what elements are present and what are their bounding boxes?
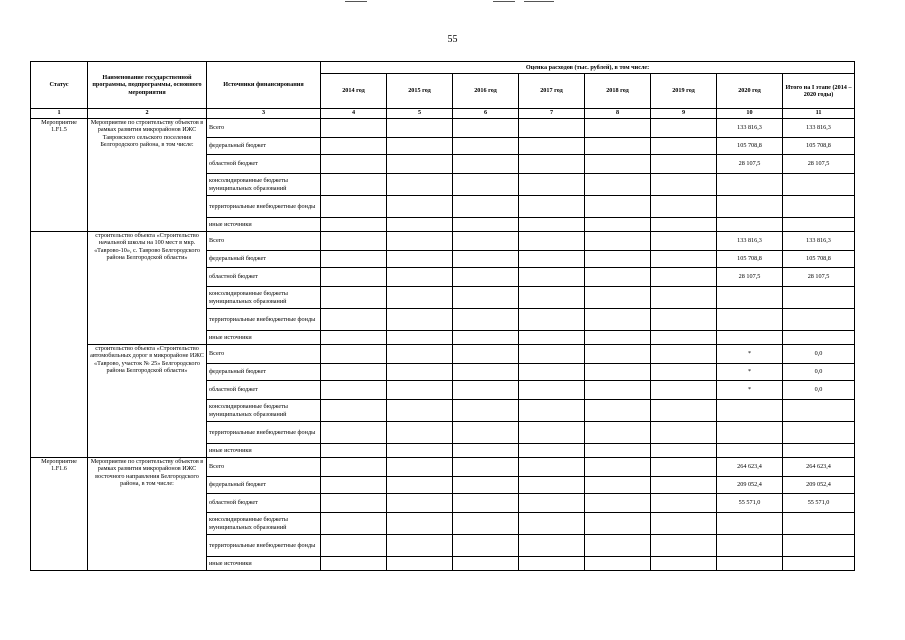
year-value-cell xyxy=(453,232,519,251)
header-year: 2017 год xyxy=(519,74,585,109)
year-value-cell xyxy=(453,494,519,513)
source-cell: Всего xyxy=(207,345,321,364)
name-cell: строительство объекта «Строительство начальной школы на 100 мест в мкр. «Таврово-10», с. Таврово Белгородского района Белгородской области» xyxy=(88,232,207,345)
year-value-cell xyxy=(387,331,453,345)
source-cell: территориальные внебюджетные фонды xyxy=(207,309,321,331)
year-value-cell xyxy=(519,364,585,381)
source-cell: областной бюджет xyxy=(207,268,321,287)
header-year: 2015 год xyxy=(387,74,453,109)
column-number: 9 xyxy=(651,109,717,119)
column-number: 10 xyxy=(717,109,783,119)
year-value-cell xyxy=(519,513,585,535)
total-cell: 105 708,8 xyxy=(783,251,855,268)
year-value-cell xyxy=(387,477,453,494)
year-value-cell xyxy=(585,331,651,345)
source-cell: территориальные внебюджетные фонды xyxy=(207,535,321,557)
year-value-cell xyxy=(585,138,651,155)
source-cell: территориальные внебюджетные фонды xyxy=(207,196,321,218)
year-value-cell xyxy=(585,345,651,364)
source-cell: территориальные внебюджетные фонды xyxy=(207,422,321,444)
value-2020-cell xyxy=(717,557,783,571)
year-value-cell xyxy=(387,287,453,309)
year-value-cell xyxy=(453,138,519,155)
status-cell xyxy=(31,345,88,458)
value-2020-cell xyxy=(717,422,783,444)
year-value-cell xyxy=(453,287,519,309)
source-cell: федеральный бюджет xyxy=(207,138,321,155)
source-cell: консолидированные бюджеты муниципальных образований xyxy=(207,400,321,422)
year-value-cell xyxy=(321,232,387,251)
year-value-cell xyxy=(519,309,585,331)
year-value-cell xyxy=(585,268,651,287)
value-2020-cell: 133 816,3 xyxy=(717,119,783,138)
year-value-cell xyxy=(519,477,585,494)
header-year: 2018 год xyxy=(585,74,651,109)
total-cell: 105 708,8 xyxy=(783,138,855,155)
column-number: 11 xyxy=(783,109,855,119)
source-cell: федеральный бюджет xyxy=(207,477,321,494)
year-value-cell xyxy=(585,535,651,557)
year-value-cell xyxy=(387,535,453,557)
year-value-cell xyxy=(321,535,387,557)
source-cell: Всего xyxy=(207,232,321,251)
year-value-cell xyxy=(519,251,585,268)
source-cell: иные источники xyxy=(207,218,321,232)
header-row xyxy=(31,62,855,74)
year-value-cell xyxy=(585,422,651,444)
year-value-cell xyxy=(453,364,519,381)
year-value-cell xyxy=(321,494,387,513)
year-value-cell xyxy=(651,251,717,268)
year-value-cell xyxy=(321,119,387,138)
year-value-cell xyxy=(585,155,651,174)
year-value-cell xyxy=(651,309,717,331)
year-value-cell xyxy=(651,557,717,571)
year-value-cell xyxy=(519,287,585,309)
year-value-cell xyxy=(585,381,651,400)
year-value-cell xyxy=(651,458,717,477)
page-number: 55 xyxy=(447,34,458,45)
year-value-cell xyxy=(321,422,387,444)
year-value-cell xyxy=(453,557,519,571)
year-value-cell xyxy=(585,196,651,218)
year-value-cell xyxy=(585,400,651,422)
year-value-cell xyxy=(519,400,585,422)
year-value-cell xyxy=(453,309,519,331)
year-value-cell xyxy=(387,345,453,364)
source-cell: областной бюджет xyxy=(207,381,321,400)
table-row xyxy=(31,119,855,138)
year-value-cell xyxy=(453,513,519,535)
scan-top-marks xyxy=(0,0,905,4)
year-value-cell xyxy=(387,119,453,138)
year-value-cell xyxy=(387,155,453,174)
year-value-cell xyxy=(453,119,519,138)
table-row xyxy=(31,232,855,251)
year-value-cell xyxy=(453,458,519,477)
year-value-cell xyxy=(321,251,387,268)
value-2020-cell xyxy=(717,400,783,422)
year-value-cell xyxy=(519,494,585,513)
year-value-cell xyxy=(453,218,519,232)
name-cell: строительство объекта «Строительство автомобильных дорог в микрорайоне ИЖС «Таврово, участок № 25» Белгородского района Белгородской области» xyxy=(88,345,207,458)
year-value-cell xyxy=(453,196,519,218)
column-number: 3 xyxy=(207,109,321,119)
year-value-cell xyxy=(387,196,453,218)
source-cell: областной бюджет xyxy=(207,494,321,513)
year-value-cell xyxy=(321,345,387,364)
year-value-cell xyxy=(519,422,585,444)
total-cell xyxy=(783,513,855,535)
source-cell: федеральный бюджет xyxy=(207,364,321,381)
value-2020-cell xyxy=(717,309,783,331)
year-value-cell xyxy=(387,251,453,268)
year-value-cell xyxy=(651,422,717,444)
column-number: 1 xyxy=(31,109,88,119)
column-number: 2 xyxy=(88,109,207,119)
total-cell: 264 623,4 xyxy=(783,458,855,477)
year-value-cell xyxy=(585,557,651,571)
total-cell xyxy=(783,535,855,557)
year-value-cell xyxy=(651,494,717,513)
year-value-cell xyxy=(453,477,519,494)
year-value-cell xyxy=(519,458,585,477)
value-2020-cell xyxy=(717,218,783,232)
year-value-cell xyxy=(585,494,651,513)
year-value-cell xyxy=(321,287,387,309)
header-year: 2016 год xyxy=(453,74,519,109)
total-cell xyxy=(783,287,855,309)
year-value-cell xyxy=(519,218,585,232)
year-value-cell xyxy=(651,138,717,155)
table-row xyxy=(31,458,855,477)
source-cell: консолидированные бюджеты муниципальных образований xyxy=(207,174,321,196)
value-2020-cell: 28 107,5 xyxy=(717,155,783,174)
year-value-cell xyxy=(519,138,585,155)
year-value-cell xyxy=(585,477,651,494)
year-value-cell xyxy=(387,232,453,251)
status-cell xyxy=(31,232,88,345)
value-2020-cell xyxy=(717,513,783,535)
column-number: 4 xyxy=(321,109,387,119)
year-value-cell xyxy=(321,513,387,535)
column-number: 7 xyxy=(519,109,585,119)
total-cell xyxy=(783,557,855,571)
year-value-cell xyxy=(387,364,453,381)
year-value-cell xyxy=(651,196,717,218)
total-cell: 28 107,5 xyxy=(783,268,855,287)
year-value-cell xyxy=(453,268,519,287)
year-value-cell xyxy=(321,331,387,345)
year-value-cell xyxy=(585,513,651,535)
total-cell: 133 816,3 xyxy=(783,119,855,138)
year-value-cell xyxy=(651,174,717,196)
year-value-cell xyxy=(453,381,519,400)
source-cell: консолидированные бюджеты муниципальных образований xyxy=(207,513,321,535)
year-value-cell xyxy=(651,345,717,364)
header-year: 2019 год xyxy=(651,74,717,109)
year-value-cell xyxy=(387,513,453,535)
year-value-cell xyxy=(387,458,453,477)
year-value-cell xyxy=(321,458,387,477)
year-value-cell xyxy=(321,381,387,400)
year-value-cell xyxy=(519,345,585,364)
name-cell: Мероприятие по строительству объектов в рамках развития микрорайонов ИЖС Тавровского сельского поселения Белгородского района, в том числе: xyxy=(88,119,207,232)
year-value-cell xyxy=(651,381,717,400)
header-year: 2014 год xyxy=(321,74,387,109)
year-value-cell xyxy=(651,287,717,309)
total-cell: 0,0 xyxy=(783,345,855,364)
year-value-cell xyxy=(519,381,585,400)
source-cell: Всего xyxy=(207,119,321,138)
budget-table xyxy=(30,61,855,571)
year-value-cell xyxy=(519,268,585,287)
value-2020-cell: 264 623,4 xyxy=(717,458,783,477)
year-value-cell xyxy=(651,444,717,458)
value-2020-cell xyxy=(717,287,783,309)
year-value-cell xyxy=(387,218,453,232)
status-cell: Мероприятие 1.F1.6 xyxy=(31,458,88,571)
value-2020-cell: 55 571,0 xyxy=(717,494,783,513)
year-value-cell xyxy=(321,557,387,571)
value-2020-cell xyxy=(717,196,783,218)
header-name: Наименование государственной программы, подпрограммы, основного мероприятия xyxy=(88,62,207,109)
header-status: Статус xyxy=(31,62,88,109)
source-cell: иные источники xyxy=(207,331,321,345)
total-cell xyxy=(783,444,855,458)
value-2020-cell xyxy=(717,444,783,458)
year-value-cell xyxy=(585,309,651,331)
header-estimate: Оценка расходов (тыс. рублей), в том числе: xyxy=(321,62,855,74)
source-cell: консолидированные бюджеты муниципальных образований xyxy=(207,287,321,309)
header-sources: Источники финансирования xyxy=(207,62,321,109)
year-value-cell xyxy=(387,381,453,400)
value-2020-cell xyxy=(717,535,783,557)
value-2020-cell: 105 708,8 xyxy=(717,138,783,155)
year-value-cell xyxy=(321,138,387,155)
year-value-cell xyxy=(585,218,651,232)
total-cell xyxy=(783,174,855,196)
year-value-cell xyxy=(321,268,387,287)
year-value-cell xyxy=(585,232,651,251)
year-value-cell xyxy=(453,174,519,196)
year-value-cell xyxy=(387,422,453,444)
column-number: 6 xyxy=(453,109,519,119)
total-cell xyxy=(783,309,855,331)
source-cell: областной бюджет xyxy=(207,155,321,174)
year-value-cell xyxy=(519,174,585,196)
source-cell: федеральный бюджет xyxy=(207,251,321,268)
source-cell: Всего xyxy=(207,458,321,477)
year-value-cell xyxy=(321,400,387,422)
year-value-cell xyxy=(651,400,717,422)
value-2020-cell: * xyxy=(717,345,783,364)
year-value-cell xyxy=(519,155,585,174)
total-cell: 0,0 xyxy=(783,364,855,381)
year-value-cell xyxy=(453,400,519,422)
total-cell xyxy=(783,218,855,232)
year-value-cell xyxy=(651,155,717,174)
year-value-cell xyxy=(651,218,717,232)
value-2020-cell: 105 708,8 xyxy=(717,251,783,268)
year-value-cell xyxy=(519,557,585,571)
year-value-cell xyxy=(321,309,387,331)
year-value-cell xyxy=(387,494,453,513)
value-2020-cell: 209 052,4 xyxy=(717,477,783,494)
year-value-cell xyxy=(651,331,717,345)
year-value-cell xyxy=(651,119,717,138)
year-value-cell xyxy=(321,174,387,196)
header-total: Итого на I этапе (2014 – 2020 годы) xyxy=(783,74,855,109)
year-value-cell xyxy=(453,345,519,364)
year-value-cell xyxy=(585,444,651,458)
year-value-cell xyxy=(321,218,387,232)
header-year: 2020 год xyxy=(717,74,783,109)
year-value-cell xyxy=(651,268,717,287)
value-2020-cell: 133 816,3 xyxy=(717,232,783,251)
year-value-cell xyxy=(387,557,453,571)
year-value-cell xyxy=(453,444,519,458)
year-value-cell xyxy=(651,513,717,535)
table-row xyxy=(31,345,855,364)
status-cell: Мероприятие 1.F1.5 xyxy=(31,119,88,232)
year-value-cell xyxy=(453,422,519,444)
column-number: 5 xyxy=(387,109,453,119)
year-value-cell xyxy=(585,174,651,196)
year-value-cell xyxy=(519,331,585,345)
year-value-cell xyxy=(387,400,453,422)
year-value-cell xyxy=(321,364,387,381)
year-value-cell xyxy=(651,364,717,381)
total-cell: 209 052,4 xyxy=(783,477,855,494)
year-value-cell xyxy=(387,309,453,331)
value-2020-cell xyxy=(717,174,783,196)
value-2020-cell: * xyxy=(717,381,783,400)
total-cell xyxy=(783,331,855,345)
total-cell: 55 571,0 xyxy=(783,494,855,513)
value-2020-cell: 28 107,5 xyxy=(717,268,783,287)
year-value-cell xyxy=(519,119,585,138)
year-value-cell xyxy=(453,251,519,268)
source-cell: иные источники xyxy=(207,557,321,571)
total-cell: 133 816,3 xyxy=(783,232,855,251)
year-value-cell xyxy=(387,174,453,196)
column-number-row xyxy=(31,109,855,119)
year-value-cell xyxy=(387,138,453,155)
total-cell xyxy=(783,400,855,422)
column-number: 8 xyxy=(585,109,651,119)
value-2020-cell xyxy=(717,331,783,345)
year-value-cell xyxy=(651,477,717,494)
year-value-cell xyxy=(321,155,387,174)
total-cell: 28 107,5 xyxy=(783,155,855,174)
year-value-cell xyxy=(519,232,585,251)
year-value-cell xyxy=(321,444,387,458)
year-value-cell xyxy=(519,444,585,458)
year-value-cell xyxy=(453,331,519,345)
year-value-cell xyxy=(585,251,651,268)
total-cell: 0,0 xyxy=(783,381,855,400)
year-value-cell xyxy=(585,458,651,477)
year-value-cell xyxy=(519,196,585,218)
year-value-cell xyxy=(585,287,651,309)
source-cell: иные источники xyxy=(207,444,321,458)
year-value-cell xyxy=(519,535,585,557)
name-cell: Мероприятие по строительству объектов в рамках развития микрорайонов ИЖС восточного направления Белгородского района, в том числе: xyxy=(88,458,207,571)
year-value-cell xyxy=(651,535,717,557)
year-value-cell xyxy=(651,232,717,251)
year-value-cell xyxy=(453,535,519,557)
year-value-cell xyxy=(321,196,387,218)
year-value-cell xyxy=(453,155,519,174)
year-value-cell xyxy=(585,119,651,138)
total-cell xyxy=(783,422,855,444)
year-value-cell xyxy=(387,444,453,458)
year-value-cell xyxy=(585,364,651,381)
year-value-cell xyxy=(321,477,387,494)
value-2020-cell: * xyxy=(717,364,783,381)
total-cell xyxy=(783,196,855,218)
year-value-cell xyxy=(387,268,453,287)
